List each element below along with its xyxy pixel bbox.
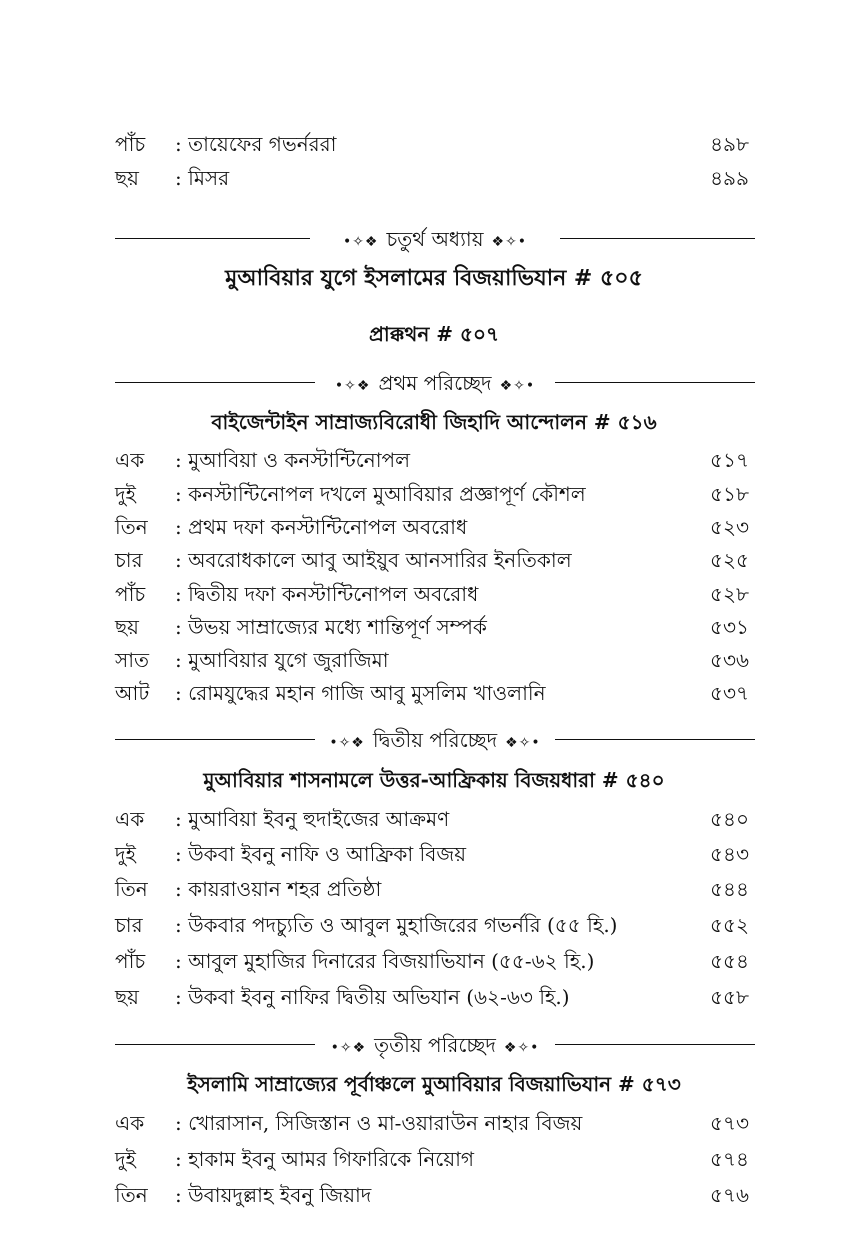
entry-number: দুই — [115, 842, 136, 866]
toc-entry — [115, 478, 755, 510]
entry-page: ৫২৮ — [710, 582, 749, 606]
entry-page: ৫৩১ — [710, 615, 749, 639]
section-title: মুআবিয়ার শাসনামলে উত্তর-আফ্রিকায় বিজয়ধারা # ৫৪০ — [203, 768, 665, 792]
toc-entry — [115, 909, 755, 941]
entry-page: ৫২৫ — [710, 548, 749, 572]
ornament-icon: •✧❖ — [342, 234, 379, 250]
toc-entry — [115, 544, 755, 576]
toc-entry — [115, 578, 755, 610]
toc-entry — [115, 128, 755, 160]
entry-title: : দ্বিতীয় দফা কনস্টান্টিনোপল অবরোধ — [175, 582, 479, 606]
chapter-title: মুআবিয়ার যুগে ইসলামের বিজয়াভিযান # ৫০৫ — [225, 266, 643, 291]
entry-title: : প্রথম দফা কনস্টান্টিনোপল অবরোধ — [175, 515, 468, 539]
entry-page: ৪৯৯ — [710, 166, 749, 190]
entry-page: ৫৫২ — [710, 913, 749, 937]
divider-rule — [555, 739, 755, 740]
toc-entry — [115, 162, 755, 194]
entry-number: সাত — [115, 648, 150, 672]
toc-entry — [115, 838, 755, 870]
divider-rule — [555, 382, 755, 383]
entry-number: এক — [115, 448, 145, 472]
section-divider — [115, 1030, 755, 1060]
entry-page: ৪৯৮ — [710, 132, 749, 156]
divider-rule — [115, 382, 315, 383]
entry-number: আট — [115, 681, 150, 705]
divider-rule — [115, 739, 315, 740]
entry-title: : মুআবিয়া ইবনু হুদাইজের আক্রমণ — [175, 807, 450, 831]
entry-number: দুই — [115, 482, 136, 506]
entry-page: ৫৪০ — [710, 807, 749, 831]
entry-title: : কায়রাওয়ান শহর প্রতিষ্ঠা — [175, 877, 382, 901]
entry-page: ৫৭৪ — [710, 1147, 749, 1171]
toc-entry — [115, 677, 755, 709]
section-label: তৃতীয় পরিচ্ছেদ — [374, 1033, 496, 1057]
ornament-icon: •✧❖ — [330, 1040, 367, 1056]
section-label: দ্বিতীয় পরিচ্ছেদ — [372, 728, 498, 752]
divider-rule — [555, 1044, 755, 1045]
toc-entry — [115, 1107, 755, 1139]
toc-entry — [115, 945, 755, 977]
divider-rule — [115, 238, 310, 239]
entry-page: ৫৩৬ — [710, 648, 749, 672]
entry-number: ছয় — [115, 985, 139, 1009]
ornament-icon: ❖✧• — [505, 735, 541, 751]
entry-title: : রোমযুদ্ধের মহান গাজি আবু মুসলিম খাওলানি — [175, 681, 546, 705]
entry-title: : উভয় সাম্রাজ্যের মধ্যে শান্তিপূর্ণ সম্পর্ক — [175, 615, 487, 639]
entry-title: : মুআবিয়া ও কনস্টান্টিনোপল — [175, 448, 410, 472]
entry-title: : মিসর — [175, 166, 230, 190]
entry-number: ছয় — [115, 615, 139, 639]
ornament-icon: •✧❖ — [329, 735, 365, 751]
entry-page: ৫৭৬ — [710, 1183, 749, 1207]
entry-page: ৫৫৪ — [710, 949, 749, 973]
ornament-icon: ❖✧• — [499, 378, 536, 394]
ornament-icon: ❖✧• — [491, 234, 528, 250]
entry-number: পাঁচ — [115, 949, 146, 973]
section-title: ইসলামি সাম্রাজ্যের পূর্বাঞ্চলে মুআবিয়ার বিজয়াভিযান # ৫৭৩ — [187, 1072, 681, 1096]
entry-page: ৫১৮ — [710, 482, 749, 506]
entry-number: পাঁচ — [115, 582, 146, 606]
divider-rule — [560, 238, 755, 239]
section-divider — [115, 368, 755, 398]
preface-heading: প্রাক্কথন # ৫০৭ — [368, 322, 499, 346]
divider-rule — [115, 1044, 315, 1045]
entry-title: : উকবার পদচ্যুতি ও আবুল মুহাজিরের গভর্নরি (৫৫ হি.) — [175, 913, 618, 937]
entry-number: চার — [115, 548, 143, 572]
entry-number: পাঁচ — [115, 132, 146, 156]
entry-number: চার — [115, 913, 143, 937]
toc-entry — [115, 981, 755, 1013]
chapter-label: চতুর্থ অধ্যায় — [386, 227, 484, 251]
entry-number: ছয় — [115, 166, 139, 190]
toc-entry — [115, 511, 755, 543]
entry-title: : খোরাসান, সিজিস্তান ও মা-ওয়ারাউন নাহার বিজয় — [175, 1111, 583, 1135]
entry-page: ৫৩৭ — [710, 681, 749, 705]
entry-title: : মুআবিয়ার যুগে জুরাজিমা — [175, 648, 389, 672]
entry-title: : তায়েফের গভর্নররা — [175, 132, 337, 156]
entry-page: ৫৪৩ — [710, 842, 749, 866]
entry-title: : কনস্টান্টিনোপল দখলে মুআবিয়ার প্রজ্ঞাপূর্ণ কৌশল — [175, 482, 586, 506]
entry-title: : উকবা ইবনু নাফি ও আফ্রিকা বিজয় — [175, 842, 467, 866]
section-title: বাইজেন্টাইন সাম্রাজ্যবিরোধী জিহাদি আন্দোলন # ৫১৬ — [211, 410, 657, 434]
entry-number: এক — [115, 807, 145, 831]
entry-page: ৫৭৩ — [710, 1111, 749, 1135]
entry-title: : আবুল মুহাজির দিনারের বিজয়াভিযান (৫৫-৬২ হি.) — [175, 949, 595, 973]
toc-entry — [115, 803, 755, 835]
toc-entry — [115, 873, 755, 905]
toc-entry — [115, 1143, 755, 1175]
entry-number: দুই — [115, 1147, 136, 1171]
ornament-icon: •✧❖ — [334, 378, 371, 394]
entry-page: ৫২৩ — [710, 515, 749, 539]
entry-page: ৫৫৮ — [710, 985, 749, 1009]
entry-number: তিন — [115, 877, 148, 901]
section-label: প্রথম পরিচ্ছেদ — [378, 371, 492, 395]
chapter-divider — [115, 224, 755, 254]
toc-entry — [115, 1179, 755, 1211]
entry-number: এক — [115, 1111, 145, 1135]
toc-entry — [115, 444, 755, 476]
entry-number: তিন — [115, 1183, 148, 1207]
entry-number: তিন — [115, 515, 148, 539]
entry-title: : অবরোধকালে আবু আইয়ুব আনসারির ইনতিকাল — [175, 548, 572, 572]
ornament-icon: ❖✧• — [503, 1040, 540, 1056]
entry-title: : উবায়দুল্লাহ ইবনু জিয়াদ — [175, 1183, 372, 1207]
entry-title: : হাকাম ইবনু আমর গিফারিকে নিয়োগ — [175, 1147, 475, 1171]
section-divider — [115, 725, 755, 755]
toc-entry — [115, 644, 755, 676]
entry-page: ৫১৭ — [710, 448, 749, 472]
entry-title: : উকবা ইবনু নাফির দ্বিতীয় অভিযান (৬২-৬৩ হি.) — [175, 985, 570, 1009]
toc-entry — [115, 611, 755, 643]
entry-page: ৫৪৪ — [710, 877, 749, 901]
